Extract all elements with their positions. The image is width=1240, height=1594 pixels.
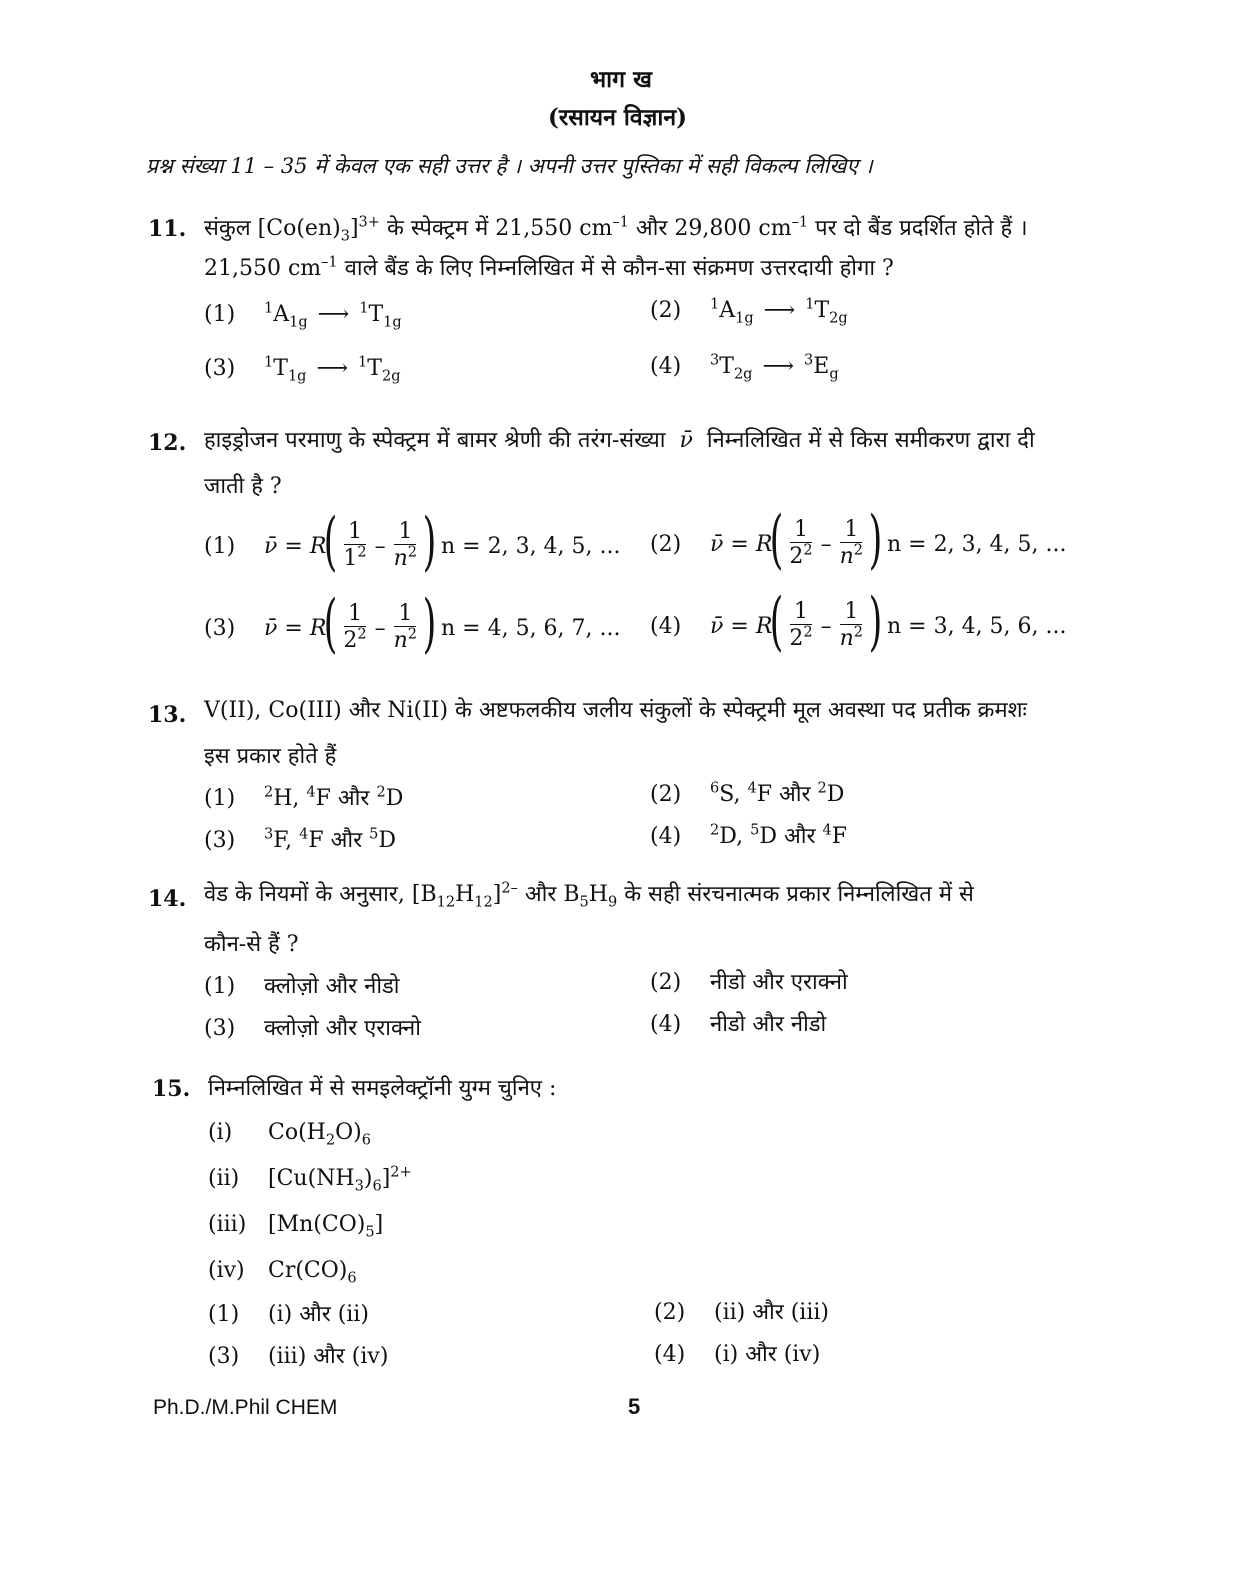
option-14-3: (3) क्लोज़ो और एराक्नो (204, 1016, 421, 1041)
section-title: भाग ख (590, 66, 652, 93)
question-15-stem: निम्नलिखित में से समइलेक्ट्रॉनी युग्म चुनिए : (208, 1076, 557, 1101)
option-11-1: (1) $^1A_{1g}$ ⟶ $^1T_{1g}$ (204, 300, 402, 331)
option-11-2: (2) $^1A_{1g}$ ⟶ $^1T_{2g}$ (650, 296, 848, 327)
option-13-2: (2) $^6$S, $^4$F और $^2$D (650, 780, 845, 807)
question-number-12: 12. (148, 430, 187, 456)
option-15-1: (1) (i) और (ii) (208, 1302, 369, 1327)
option-13-4: (4) $^2$D, $^5$D और $^4$F (650, 822, 847, 849)
question-number-11: 11. (148, 216, 187, 242)
option-13-3: (3) $^3$F, $^4$F और $^5$D (204, 826, 396, 853)
question-14-line1: वेड के नियमों के अनुसार, $[B_{12}H_{12}]^{2-}$ और $B_5H_9$ के सही संरचनात्मक प्रकार निम्नलिखित में से (204, 880, 974, 911)
section-subtitle: (रसायन विज्ञान) (548, 104, 687, 131)
option-14-1: (1) क्लोज़ो और नीडो (204, 974, 400, 999)
option-12-2: (2) ν̄ = R ( $\frac{1}{2^2}$ – $\frac{1}{n^2}$ ) n = 2, 3, 4, 5, ... (650, 503, 1067, 577)
question-12-line1: हाइड्रोजन परमाणु के स्पेक्ट्रम में बामर श्रेणी की तरंग-संख्या ν̄ निम्नलिखित में से किस समीकरण द्वारा दी (204, 428, 1035, 453)
option-15-4: (4) (i) और (iv) (654, 1342, 821, 1367)
question-13-line1: V(II), Co(III) और Ni(II) के अष्टफलकीय जलीय संकुलों के स्पेक्ट्रमी मूल अवस्था पद प्रतीक क्रमशः (204, 698, 1028, 723)
item-15-ii: (ii) $[Cu(NH_3)_6]^{2+}$ (208, 1164, 412, 1195)
option-12-4: (4) ν̄ = R ( $\frac{1}{2^2}$ – $\frac{1}{n^2}$ ) n = 3, 4, 5, 6, ... (650, 585, 1067, 659)
item-15-i: (i) $Co(H_2O)_6$ (208, 1120, 371, 1149)
option-11-3: (3) $^1T_{1g}$ ⟶ $^1T_{2g}$ (204, 354, 401, 385)
option-15-2: (2) (ii) और (iii) (654, 1300, 830, 1325)
question-14-line2: कौन-से हैं ? (204, 932, 299, 957)
question-12-line2: जाती है ? (204, 474, 282, 499)
option-12-3: (3) ν̄ = R ( $\frac{1}{2^2}$ – $\frac{1}{n^2}$ ) n = 4, 5, 6, 7, ... (204, 587, 621, 661)
option-14-4: (4) नीडो और नीडो (650, 1012, 827, 1037)
option-15-3: (3) (iii) और (iv) (208, 1344, 389, 1369)
footer-course-code: Ph.D./M.Phil CHEM (153, 1396, 338, 1419)
question-number-15: 15. (152, 1076, 191, 1102)
question-number-14: 14. (148, 886, 187, 912)
option-11-4: (4) $^3T_{2g}$ ⟶ $^3E_g$ (650, 352, 839, 383)
option-14-2: (2) नीडो और एराक्नो (650, 970, 848, 995)
item-15-iv: (iv) $Cr(CO)_6$ (208, 1258, 357, 1287)
option-13-1: (1) $^2$H, $^4$F और $^2$D (204, 784, 404, 811)
footer-page-number: 5 (628, 1394, 641, 1419)
option-12-1: (1) ν̄ = R ( $\frac{1}{1^2}$ – $\frac{1}{n^2}$ ) n = 2, 3, 4, 5, ... (204, 505, 621, 579)
question-13-line2: इस प्रकार होते हैं (204, 744, 337, 769)
instruction-text: प्रश्न संख्या 11 – 35 में केवल एक सही उत्तर है । अपनी उत्तर पुस्तिका में सही विकल्प लिखिए । (146, 154, 873, 178)
question-11-line2: 21,550 $cm^{-1}$ वाले बैंड के लिए निम्नलिखित में से कौन-सा संक्रमण उत्तरदायी होगा ? (204, 254, 894, 281)
question-number-13: 13. (148, 702, 187, 728)
item-15-iii: (iii) $[Mn(CO)_5]$ (208, 1212, 384, 1241)
question-11-line1: संकुल $[Co(en)_3]^{3+}$ के स्पेक्ट्रम में 21,550 $cm^{-1}$ और 29,800 $cm^{-1}$ पर दो बैंड प्रदर्शित होते हैं । (204, 214, 1028, 245)
